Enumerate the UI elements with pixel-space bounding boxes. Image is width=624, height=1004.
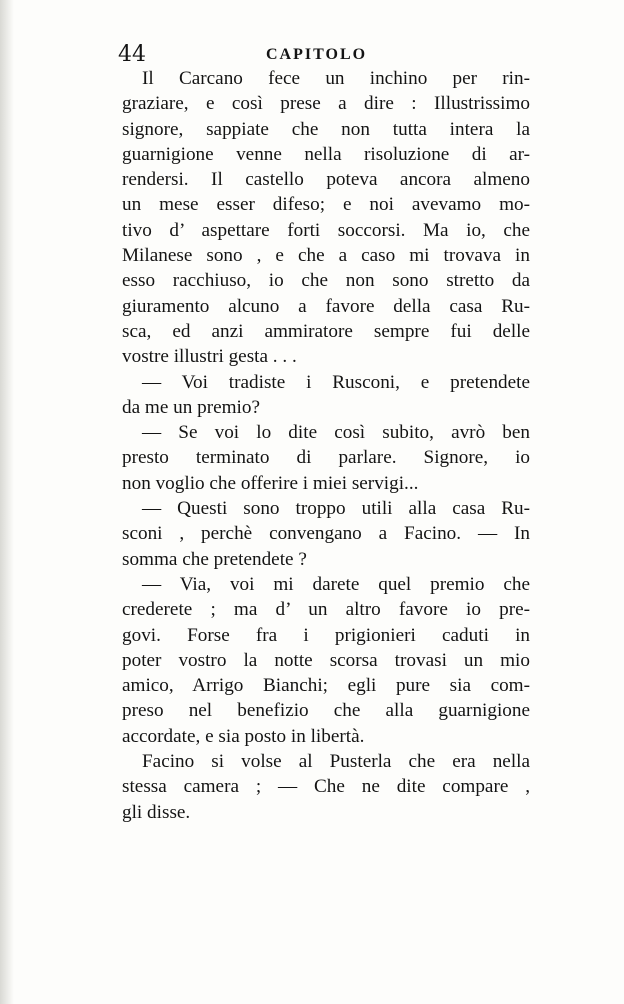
text-line: graziare, e così prese a dire : Illustrissimo <box>122 93 530 115</box>
text-line: — Voi tradiste i Rusconi, e pretendete <box>142 371 530 393</box>
text-line: sca, ed anzi ammiratore sempre fui delle <box>122 320 530 342</box>
text-line: presto terminato di parlare. Signore, io <box>122 447 530 469</box>
text-line: Il Carcano fece un inchino per rin- <box>142 68 530 89</box>
text-line: preso nel benefizio che alla guarnigione <box>122 700 530 722</box>
text-line: somma che pretendete ? <box>122 548 307 570</box>
text-line: stessa camera ; — Che ne dite compare , <box>122 776 530 798</box>
text-line: esso racchiuso, io che non sono stretto da <box>122 270 530 292</box>
text-line: giuramento alcuno a favore della casa Ru- <box>122 295 530 317</box>
text-line: rendersi. Il castello poteva ancora almeno <box>122 169 530 191</box>
text-line: sconi , perchè convengano a Facino. — In <box>122 523 530 545</box>
text-line: da me un premio? <box>122 396 260 418</box>
text-line: non voglio che offerire i miei servigi... <box>122 472 419 494</box>
text-line: amico, Arrigo Bianchi; egli pure sia com- <box>122 675 530 697</box>
text-line: poter vostro la notte scorsa trovasi un mio <box>122 649 530 671</box>
page-edge-shadow <box>0 0 14 1004</box>
text-line: govi. Forse fra i prigionieri caduti in <box>122 624 530 646</box>
text-line: guarnigione venne nella risoluzione di ar- <box>122 143 530 165</box>
text-line: un mese esser difeso; e noi avevamo mo- <box>122 194 530 216</box>
text-line: signore, sappiate che non tutta intera la <box>122 118 530 140</box>
text-line: — Via, voi mi darete quel premio che <box>142 573 530 595</box>
text-line: — Se voi lo dite così subito, avrò ben <box>142 422 530 444</box>
text-line: Milanese sono , e che a caso mi trovava in <box>122 245 530 267</box>
text-line: tivo d’ aspettare forti soccorsi. Ma io, che <box>122 219 530 241</box>
body-text <box>122 66 530 825</box>
running-head: CAPITOLO <box>266 46 368 63</box>
text-line: accordate, e sia posto in libertà. <box>122 725 365 747</box>
text-line: Facino si volse al Pusterla che era nella <box>142 751 530 773</box>
text-line: gli disse. <box>122 801 191 823</box>
text-line: vostre illustri gesta . . . <box>122 346 297 368</box>
page-number: 44 <box>118 42 146 67</box>
text-line: — Questi sono troppo utili alla casa Ru- <box>142 498 530 520</box>
text-line: crederete ; ma d’ un altro favore io pre- <box>122 599 530 621</box>
